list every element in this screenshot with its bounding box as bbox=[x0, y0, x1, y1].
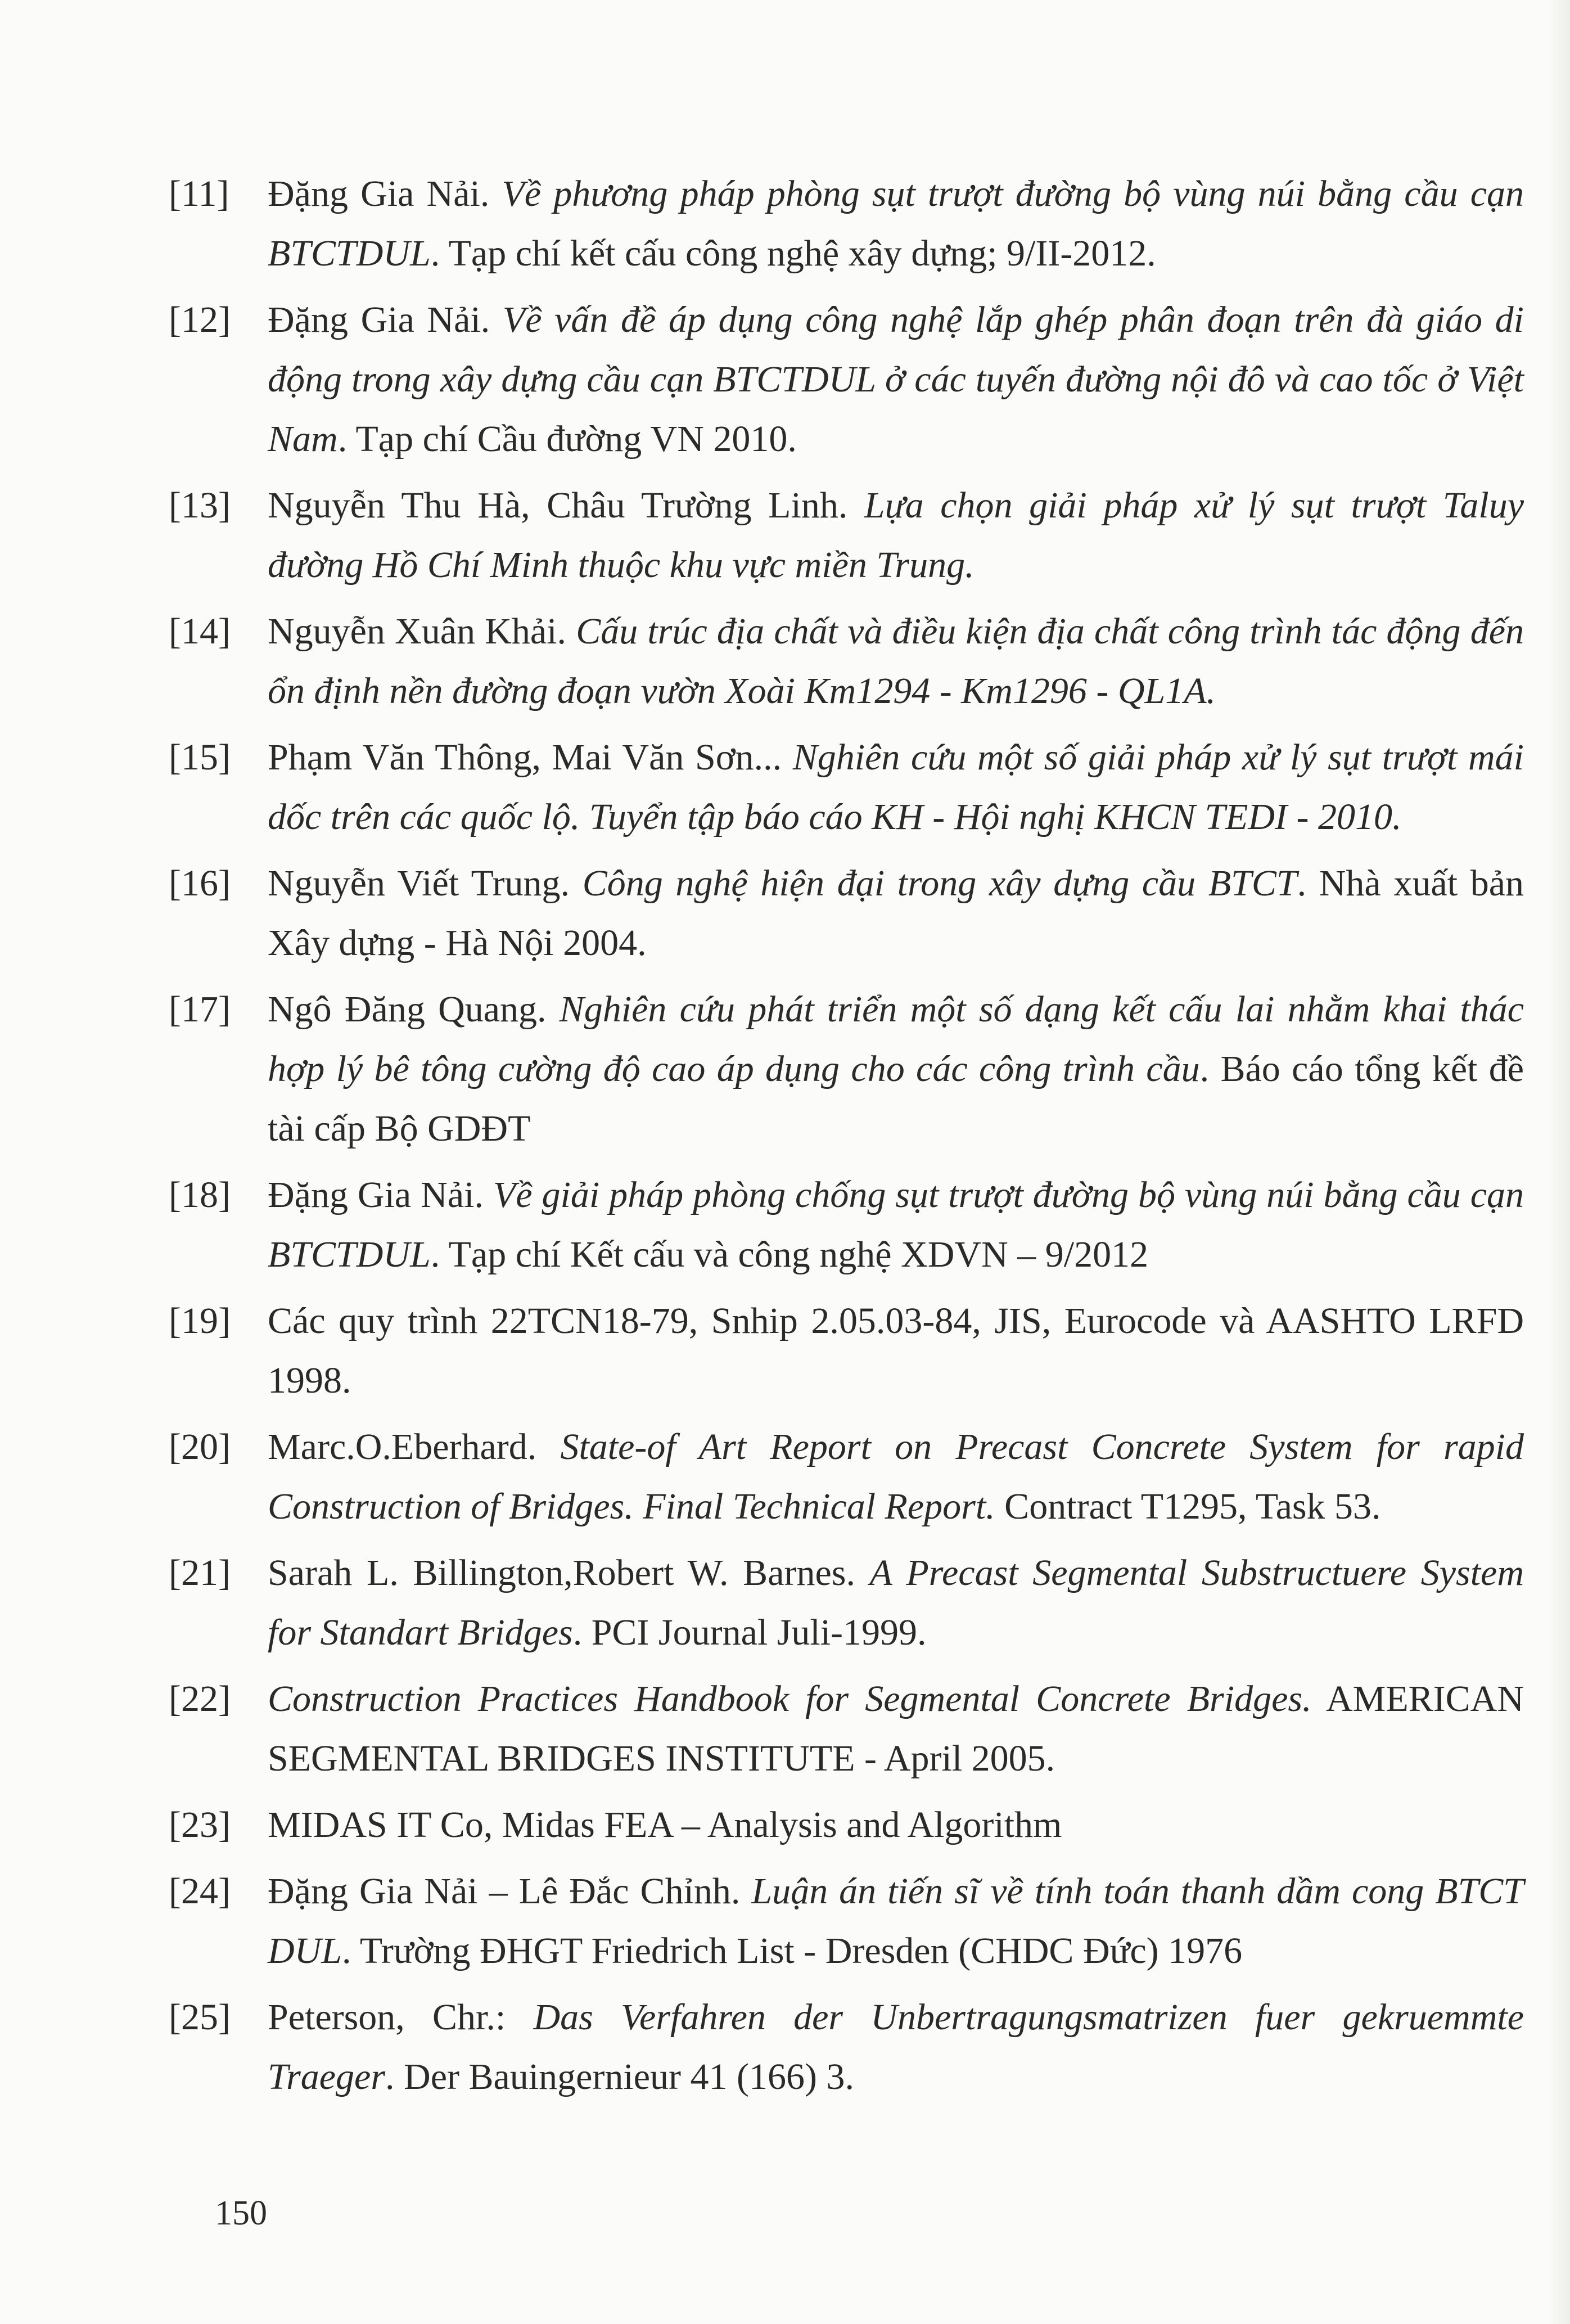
reference-text: Các quy trình 22TCN18-79, Snhip 2.05.03-84, JIS, Eurocode và AASHTO LRFD 1998. bbox=[268, 1300, 1524, 1401]
reference-entry bbox=[169, 164, 1524, 283]
reference-text: Contract T1295, Task 53. bbox=[995, 1486, 1381, 1527]
reference-text: . Der Bauingernieur 41 (166) 3. bbox=[385, 2056, 854, 2097]
reference-entry bbox=[169, 1543, 1524, 1663]
reference-number: [21] bbox=[169, 1552, 231, 1593]
reference-text: . Tạp chí Kết cấu và công nghệ XDVN – 9/2012 bbox=[430, 1234, 1149, 1275]
reference-entry bbox=[169, 1165, 1524, 1285]
reference-text: . Tạp chí kết cấu công nghệ xây dựng; 9/II-2012. bbox=[430, 233, 1156, 274]
reference-text: MIDAS IT Co, Midas FEA – Analysis and Algorithm bbox=[268, 1804, 1062, 1845]
reference-number: [14] bbox=[169, 611, 231, 652]
reference-number: [23] bbox=[169, 1804, 231, 1845]
reference-entry bbox=[169, 1862, 1524, 1981]
reference-number: [22] bbox=[169, 1678, 231, 1719]
reference-title: Das Verfahren der Unbertragungsmatrizen fuer gekruemmte Traeger bbox=[268, 1997, 1524, 2097]
reference-text: Ngô Đăng Quang. bbox=[268, 989, 560, 1030]
reference-list bbox=[169, 164, 1524, 2114]
reference-number: [20] bbox=[169, 1426, 231, 1467]
reference-number: [16] bbox=[169, 863, 231, 904]
reference-number: [17] bbox=[169, 989, 231, 1030]
reference-entry bbox=[169, 1417, 1524, 1537]
reference-entry bbox=[169, 602, 1524, 721]
reference-text: Sarah L. Billington,Robert W. Barnes. bbox=[268, 1552, 870, 1593]
reference-title: Nghiên cứu một số giải pháp xử lý sụt trượt mái dốc trên các quốc lộ. Tuyển tập báo cáo KH - Hội nghị KHCN TEDI - 2010. bbox=[268, 737, 1524, 837]
reference-title: Công nghệ hiện đại trong xây dựng cầu BTCT bbox=[582, 863, 1297, 904]
reference-text: Đặng Gia Nải. bbox=[268, 1174, 493, 1215]
reference-title: Lựa chọn giải pháp xử lý sụt trượt Taluy đường Hồ Chí Minh thuộc khu vực miền Trung. bbox=[268, 485, 1524, 585]
reference-title: Nghiên cứu phát triển một số dạng kết cấu lai nhằm khai thác hợp lý bê tông cường độ cao áp dụng cho các công trình cầu bbox=[268, 989, 1524, 1089]
reference-number: [11] bbox=[169, 173, 229, 214]
page-number: 150 bbox=[215, 2194, 267, 2232]
reference-number: [25] bbox=[169, 1997, 231, 2038]
reference-text: . Tạp chí Cầu đường VN 2010. bbox=[337, 418, 797, 460]
reference-text: . PCI Journal Juli-1999. bbox=[572, 1612, 927, 1653]
reference-entry bbox=[169, 476, 1524, 595]
reference-text: Nguyễn Viết Trung. bbox=[268, 863, 583, 904]
reference-entry bbox=[169, 1669, 1524, 1789]
reference-text: . Báo cáo tổng kết đề tài cấp Bộ GDĐT bbox=[268, 1048, 1524, 1149]
reference-text: Nguyễn Thu Hà, Châu Trường Linh. bbox=[268, 485, 864, 526]
reference-title: Về giải pháp phòng chống sụt trượt đường bộ vùng núi bằng cầu cạn BTCTDUL bbox=[268, 1174, 1524, 1275]
reference-number: [13] bbox=[169, 485, 231, 526]
reference-title: A Precast Segmental Substructuere System for Standart Bridges bbox=[268, 1552, 1524, 1653]
reference-text: Đặng Gia Nải – Lê Đắc Chỉnh. bbox=[268, 1871, 752, 1912]
reference-text: Nguyễn Xuân Khải. bbox=[268, 611, 576, 652]
scan-edge-shadow bbox=[1548, 0, 1570, 2324]
reference-number: [24] bbox=[169, 1871, 231, 1912]
reference-text: Phạm Văn Thông, Mai Văn Sơn... bbox=[268, 737, 793, 778]
reference-entry bbox=[169, 728, 1524, 847]
reference-text: Đặng Gia Nải. bbox=[268, 299, 503, 340]
reference-title: Luận án tiến sĩ về tính toán thanh dầm cong BTCT DUL bbox=[268, 1871, 1524, 1971]
reference-title: Construction Practices Handbook for Segmental Concrete Bridges. bbox=[268, 1678, 1312, 1719]
reference-number: [19] bbox=[169, 1300, 231, 1341]
reference-entry bbox=[169, 1795, 1524, 1855]
reference-number: [12] bbox=[169, 299, 231, 340]
reference-number: [15] bbox=[169, 737, 231, 778]
reference-title: State-of Art Report on Precast Concrete System for rapid Construction of Bridges. Final Technical Report. bbox=[268, 1426, 1524, 1527]
reference-title: Về phương pháp phòng sụt trượt đường bộ vùng núi bằng cầu cạn BTCTDUL bbox=[268, 173, 1524, 274]
reference-entry bbox=[169, 1988, 1524, 2107]
reference-text: . Nhà xuất bản Xây dựng - Hà Nội 2004. bbox=[268, 863, 1524, 963]
reference-entry bbox=[169, 290, 1524, 469]
reference-text: AMERICAN SEGMENTAL BRIDGES INSTITUTE - April 2005. bbox=[268, 1678, 1524, 1779]
reference-text: . Trường ĐHGT Friedrich List - Dresden (CHDC Đức) 1976 bbox=[342, 1930, 1243, 1971]
reference-title: Về vấn đề áp dụng công nghệ lắp ghép phân đoạn trên đà giáo di động trong xây dựng cầu cạn BTCTDUL ở các tuyến đường nội đô và cao tốc ở Việt Nam bbox=[268, 299, 1524, 460]
reference-text: Peterson, Chr.: bbox=[268, 1997, 534, 2038]
reference-text: Marc.O.Eberhard. bbox=[268, 1426, 561, 1467]
reference-entry bbox=[169, 854, 1524, 973]
reference-entry bbox=[169, 980, 1524, 1159]
reference-text: Đặng Gia Nải. bbox=[268, 173, 502, 214]
reference-entry bbox=[169, 1291, 1524, 1411]
reference-number: [18] bbox=[169, 1174, 231, 1215]
reference-title: Cấu trúc địa chất và điều kiện địa chất công trình tác động đến ổn định nền đường đoạn vườn Xoài Km1294 - Km1296 - QL1A. bbox=[268, 611, 1524, 711]
